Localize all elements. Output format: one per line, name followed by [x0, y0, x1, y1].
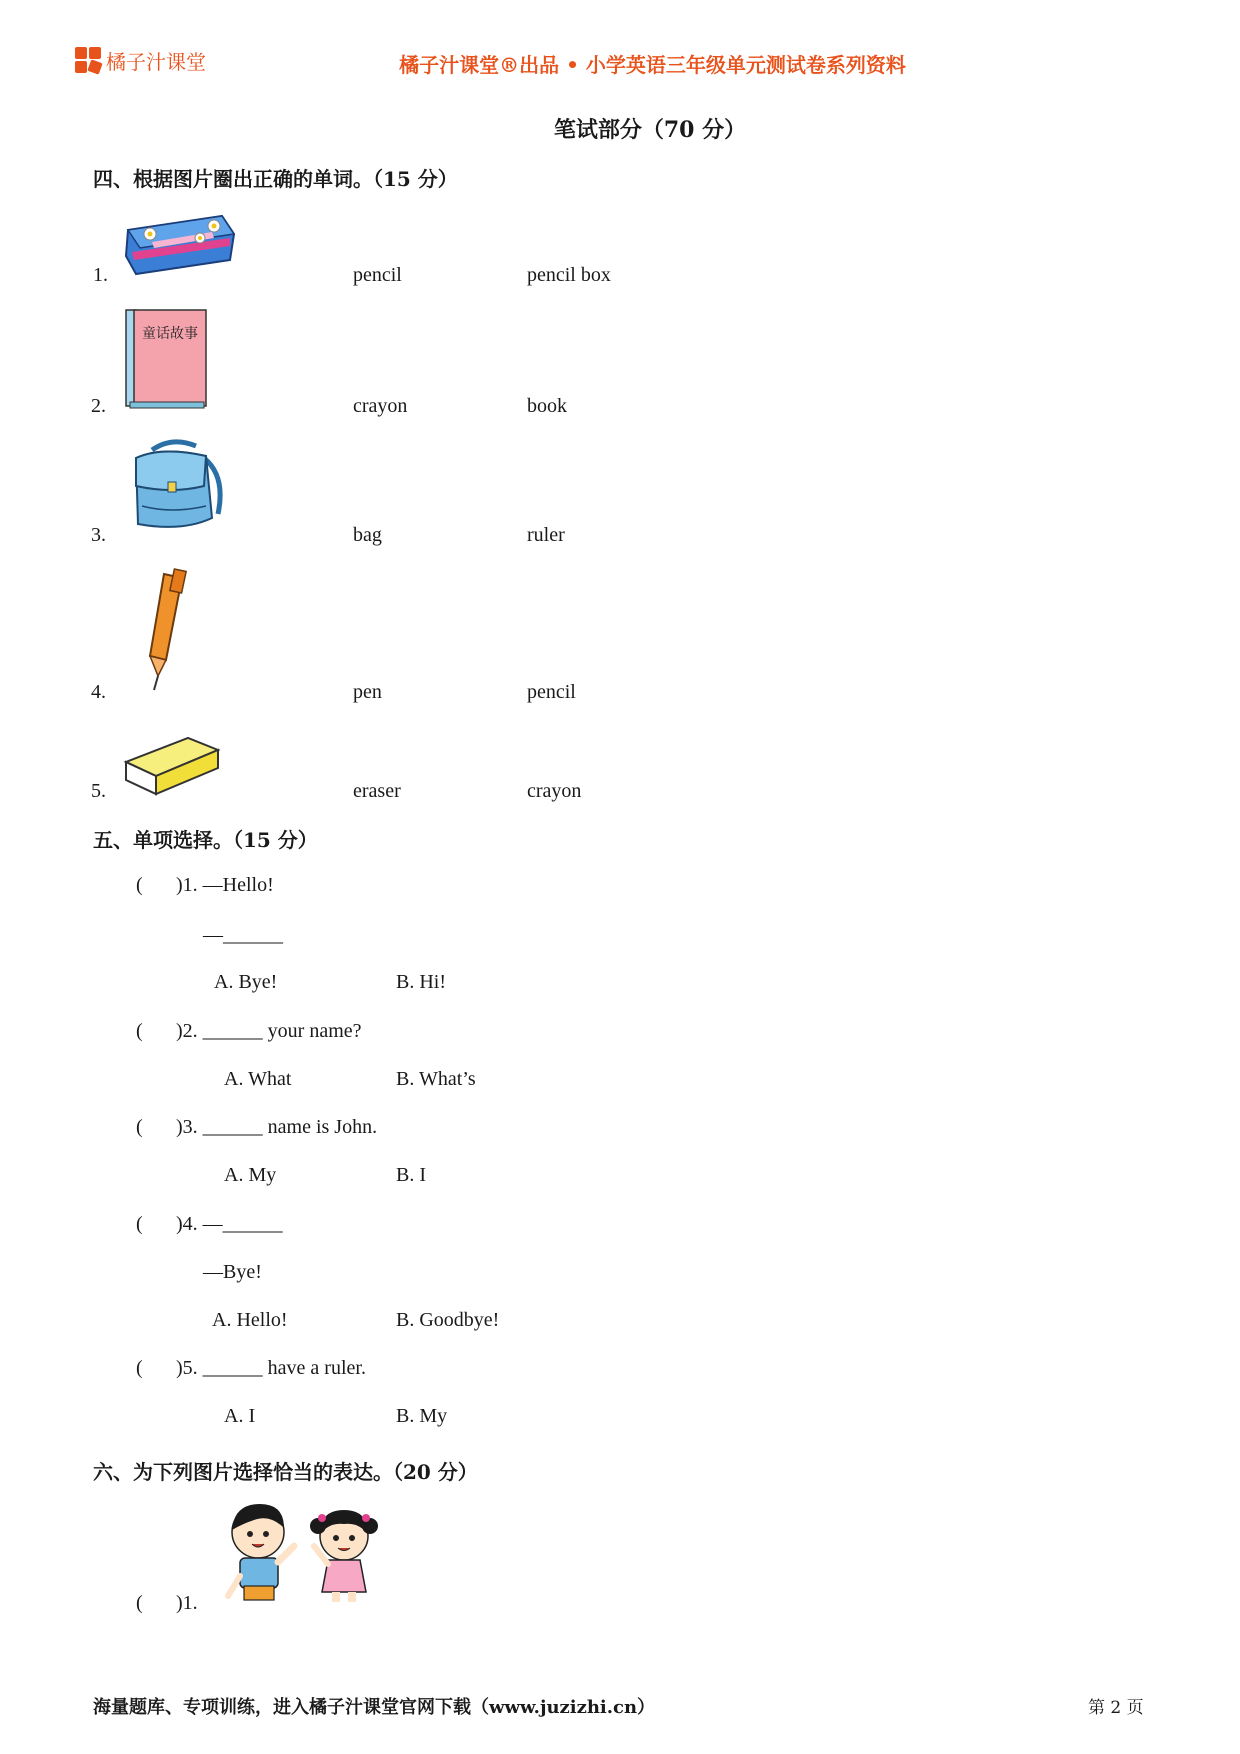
- section4-title: 四、根据图片圈出正确的单词。（15 分）: [93, 167, 458, 191]
- page-number: 第 2 页: [1088, 1698, 1144, 1718]
- q4-stem: )4. —______: [176, 1213, 283, 1235]
- book-cover-text: 童话故事: [142, 326, 198, 342]
- item5-option-a[interactable]: eraser: [353, 780, 401, 802]
- page-heading: 笔试部分（70 分）: [553, 117, 747, 143]
- q1-answer-paren[interactable]: (: [136, 874, 143, 896]
- item4-number: 4.: [91, 681, 106, 703]
- item3-number: 3.: [91, 524, 106, 546]
- pen-image: [122, 568, 192, 694]
- item4-option-b[interactable]: pencil: [527, 681, 576, 703]
- q4-option-a[interactable]: A. Hello!: [212, 1309, 288, 1331]
- q5-answer-paren[interactable]: (: [136, 1357, 143, 1379]
- boy-girl-greeting-image: [222, 1500, 402, 1610]
- item5-option-b[interactable]: crayon: [527, 780, 582, 802]
- q2-answer-paren[interactable]: (: [136, 1020, 143, 1042]
- q3-option-a[interactable]: A. My: [224, 1164, 277, 1186]
- header-title: 橘子汁课堂®出品 • 小学英语三年级单元测试卷系列资料: [399, 53, 906, 77]
- s6-q1-stem: )1.: [176, 1592, 198, 1614]
- q1-option-a[interactable]: A. Bye!: [214, 971, 278, 993]
- q3-answer-paren[interactable]: (: [136, 1116, 143, 1138]
- book-image: [124, 308, 210, 410]
- brand-name: 橘子汁课堂: [106, 49, 206, 74]
- q1-option-b[interactable]: B. Hi!: [396, 971, 446, 993]
- q4-answer-paren[interactable]: (: [136, 1213, 143, 1235]
- q2-option-a[interactable]: A. What: [224, 1068, 292, 1090]
- item4-option-a[interactable]: pen: [353, 681, 382, 703]
- q1-reply: —______: [203, 924, 283, 946]
- section6-title: 六、为下列图片选择恰当的表达。（20 分）: [93, 1460, 478, 1484]
- q5-option-a[interactable]: A. I: [224, 1405, 256, 1427]
- pencil-box-image: [122, 212, 238, 278]
- q3-stem: )3. ______ name is John.: [176, 1116, 378, 1138]
- q5-stem: )5. ______ have a ruler.: [176, 1357, 366, 1379]
- item2-number: 2.: [91, 395, 106, 417]
- q5-option-b[interactable]: B. My: [396, 1405, 448, 1427]
- bag-image: [122, 436, 226, 536]
- s6-q1-answer-paren[interactable]: (: [136, 1592, 143, 1614]
- q1-stem: )1. —Hello!: [176, 874, 274, 896]
- item1-option-a[interactable]: pencil: [353, 264, 402, 286]
- q2-stem: )2. ______ your name?: [176, 1020, 362, 1042]
- footer-text: 海量题库、专项训练，进入橘子汁课堂官网下载（www.juzizhi.cn）: [93, 1697, 656, 1718]
- section5-title: 五、单项选择。（15 分）: [93, 828, 318, 852]
- eraser-image: [122, 732, 222, 798]
- item1-option-b[interactable]: pencil box: [527, 264, 611, 286]
- q4-option-b[interactable]: B. Goodbye!: [396, 1309, 500, 1331]
- q3-option-b[interactable]: B. I: [396, 1164, 426, 1186]
- item5-number: 5.: [91, 780, 106, 802]
- item1-number: 1.: [93, 264, 108, 286]
- item2-option-b[interactable]: book: [527, 395, 567, 417]
- q2-option-b[interactable]: B. What’s: [396, 1068, 476, 1090]
- item2-option-a[interactable]: crayon: [353, 395, 408, 417]
- q4-reply: —Bye!: [203, 1261, 262, 1283]
- item3-option-a[interactable]: bag: [353, 524, 382, 546]
- item3-option-b[interactable]: ruler: [527, 524, 565, 546]
